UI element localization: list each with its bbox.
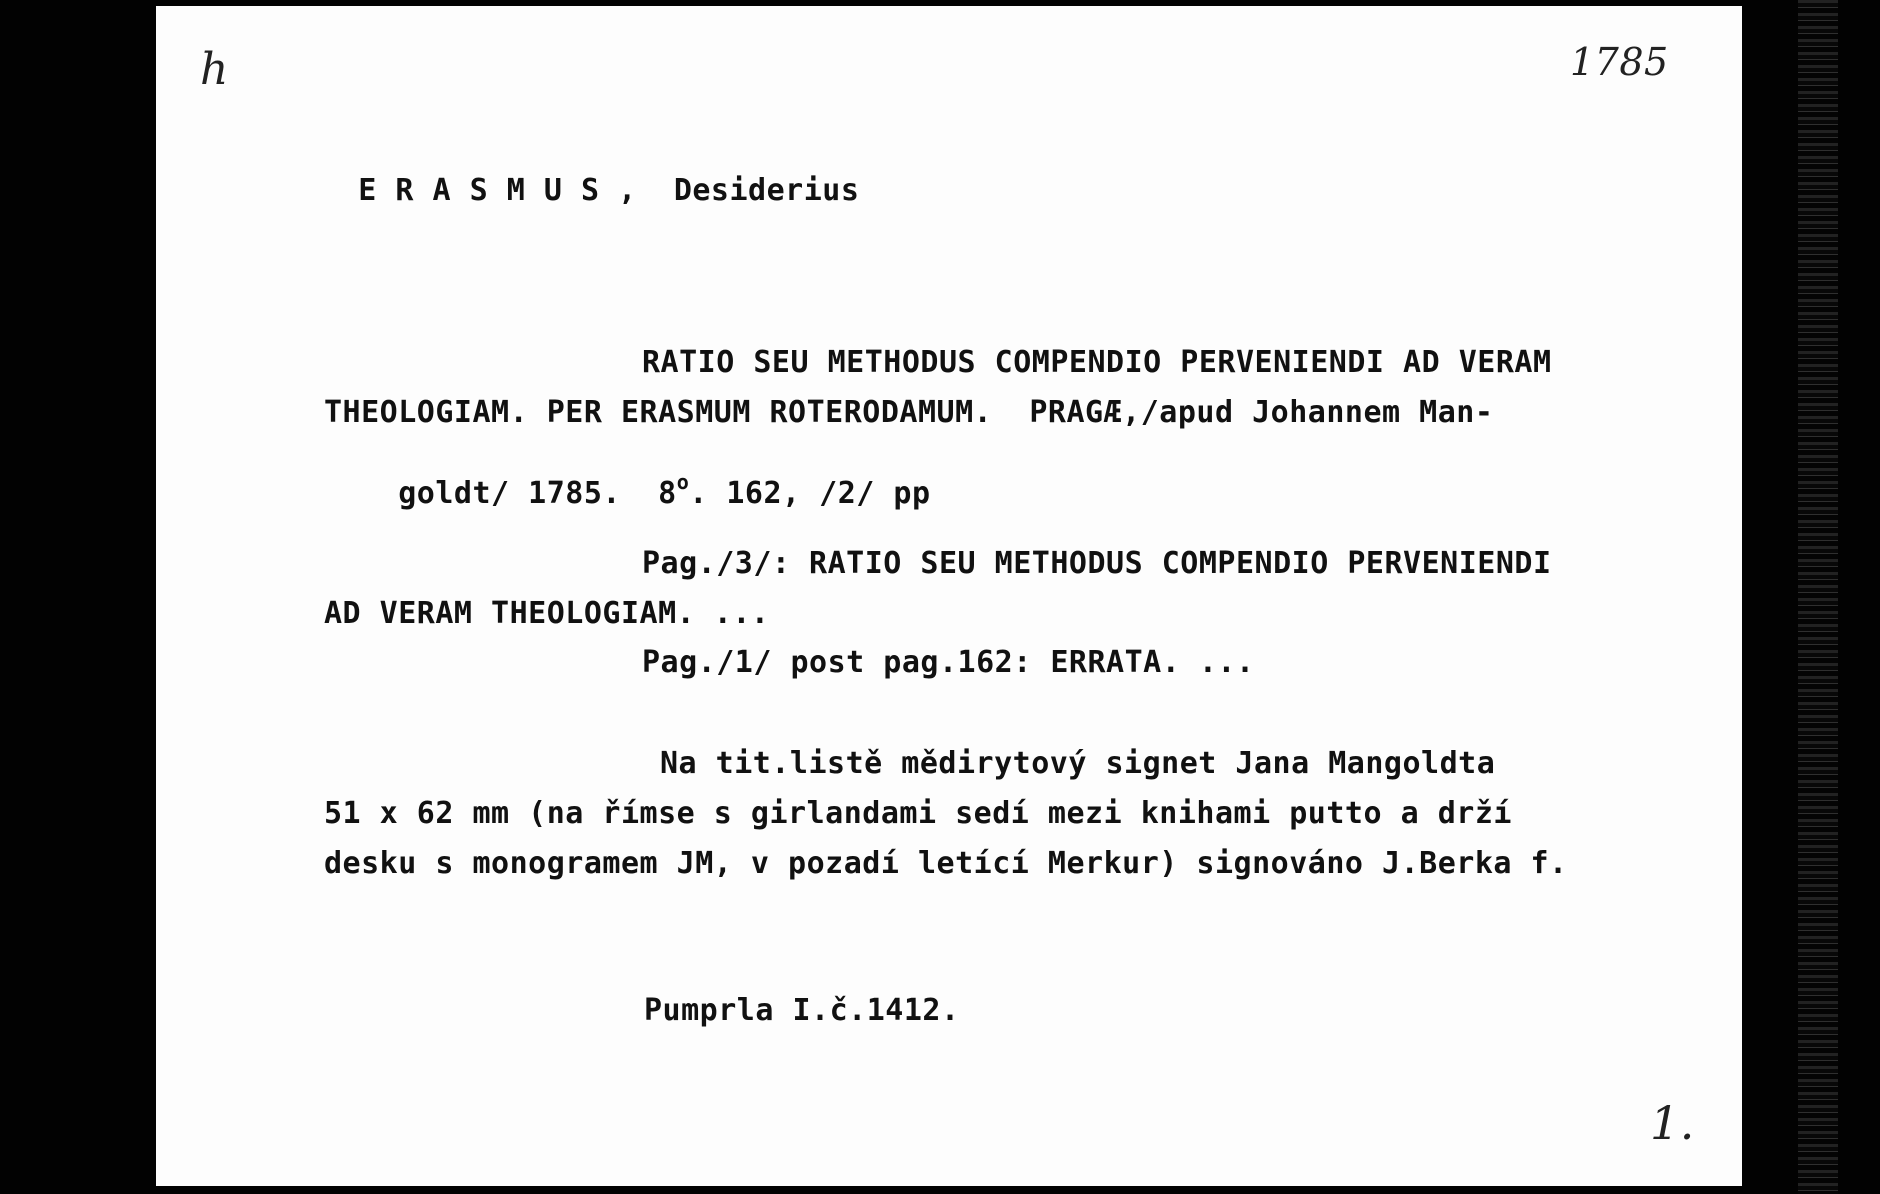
scan-edge-strip (1798, 0, 1838, 1194)
handwritten-year: 1785 (1570, 40, 1669, 84)
author-surname: E R A S M U S , (358, 173, 637, 208)
catalog-card (156, 6, 1742, 1186)
imprint-text: goldt/ 1785. 8 (398, 476, 677, 511)
pagination-text: . 162, /2/ pp (689, 476, 931, 511)
reference-citation: Pumprla I.č.1412. (644, 993, 960, 1028)
pag-line-2: AD VERAM THEOLOGIAM. ... (324, 596, 770, 631)
note-line-3: desku s monogramem JM, v pozadí letící Merkur) signováno J.Berka f. (324, 846, 1568, 881)
title-line-2: THEOLOGIAM. PER ERASMUM ROTERODAMUM. PRAGÆ,/apud Johannem Man- (324, 395, 1494, 430)
note-line-1: Na tit.listě mědirytový signet Jana Mangoldta (660, 746, 1496, 781)
note-line-2: 51 x 62 mm (na římse s girlandami sedí mezi knihami putto a drží (324, 796, 1512, 831)
pag-line-3: Pag./1/ post pag.162: ERRATA. ... (642, 645, 1255, 680)
author-heading (284, 146, 859, 236)
format-superscript: o (676, 470, 690, 494)
handwritten-card-number: 1. (1650, 1096, 1695, 1150)
author-given-name: Desiderius (673, 173, 860, 208)
title-line-1: RATIO SEU METHODUS COMPENDIO PERVENIENDI AD VERAM (642, 345, 1552, 380)
pag-line-1: Pag./3/: RATIO SEU METHODUS COMPENDIO PERVENIENDI (642, 546, 1552, 581)
handwritten-mark: h (200, 44, 229, 95)
title-line-3 (324, 449, 931, 539)
